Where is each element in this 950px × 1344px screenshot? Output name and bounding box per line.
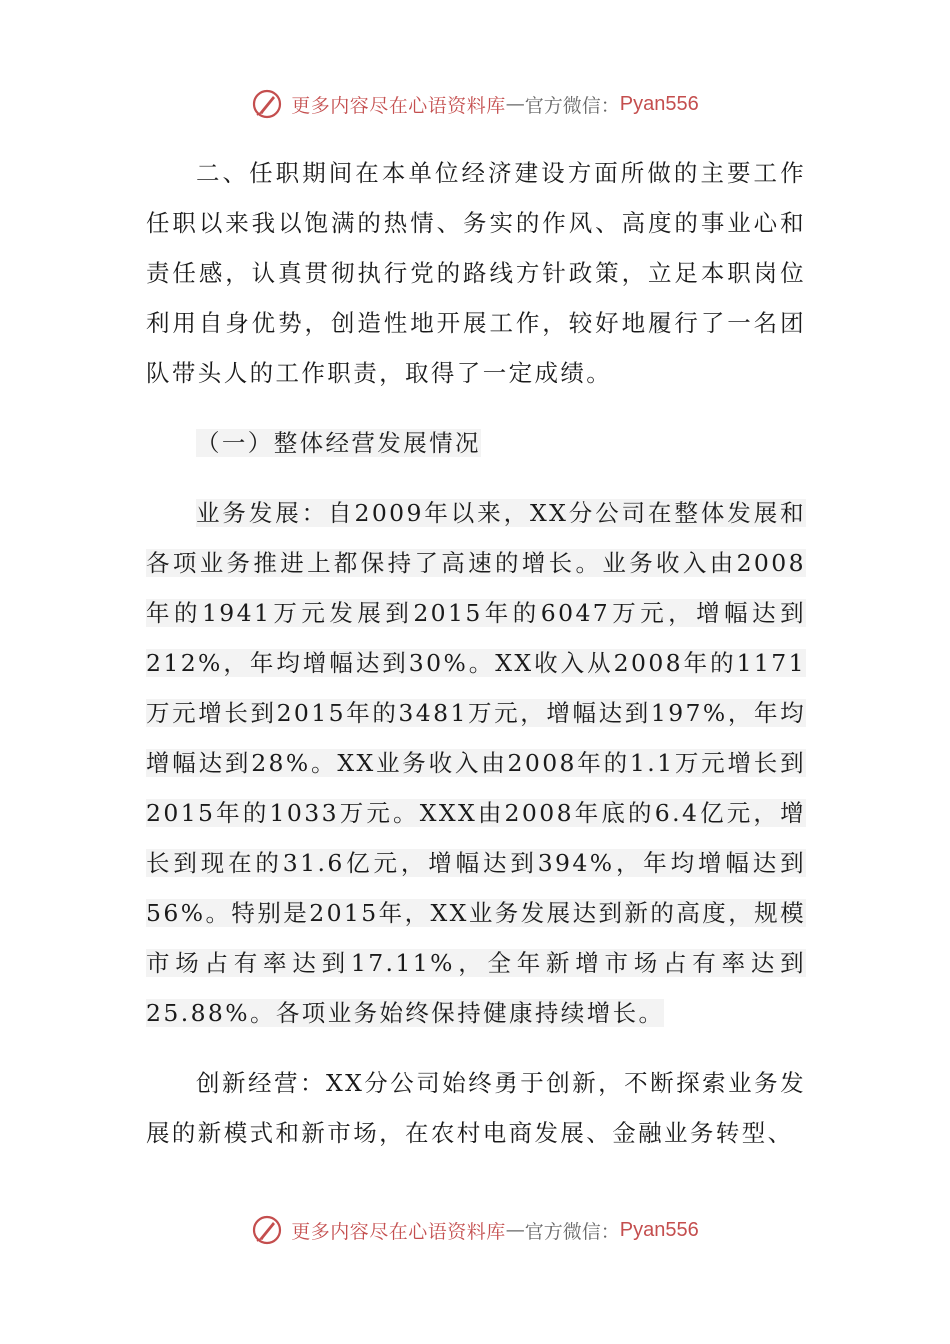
banner-wechat-id: Pyan556 xyxy=(619,92,699,115)
banner-text: 更多内容尽在心语资料库 xyxy=(291,94,506,117)
banner-dash: — xyxy=(505,1219,525,1241)
paragraph-main-work xyxy=(146,148,806,398)
document-body xyxy=(146,148,806,1158)
section-heading xyxy=(146,418,806,468)
banner-text: 更多内容尽在心语资料库 xyxy=(291,1220,506,1243)
paragraph-innovation-text: 创新经营：XX分公司始终勇于创新，不断探索业务发展的新模式和新市场，在农村电商发展、金融业务转型、 xyxy=(146,1069,806,1147)
banner-wechat-label: 官方微信： xyxy=(524,1220,620,1243)
footer-banner xyxy=(0,1212,950,1248)
header-banner xyxy=(0,86,950,122)
quill-pen-logo-icon xyxy=(251,88,283,120)
section-heading-text: （一）整体经营发展情况 xyxy=(196,429,481,457)
paragraph-business-development xyxy=(146,488,806,1038)
quill-pen-logo-icon xyxy=(251,1214,283,1246)
paragraph-business-development-text: 业务发展：自2009年以来，XX分公司在整体发展和各项业务推进上都保持了高速的增长。业务收入由2008年的1941万元发展到2015年的6047万元，增幅达到212%，年均增幅达到30%。XX收入从2008年的1171万元增长到2015年的3481万元，增幅达到197%，年均增幅达到28%。XX业务收入由2008年的1.1万元增长到2015年的1033万元。XXX由2008年底的6.4亿元，增长到现在的31.6亿元，增幅达到394%，年均增幅达到56%。特别是2015年，XX业务发展达到新的高度，规模市场占有率达到17.11%，全年新增市场占有率达到25.88%。各项业务始终保持健康持续增长。 xyxy=(146,499,806,1027)
banner-wechat-id: Pyan556 xyxy=(619,1218,699,1241)
banner-wechat-label: 官方微信： xyxy=(524,94,620,117)
paragraph-main-work-text: 二、任职期间在本单位经济建设方面所做的主要工作任职以来我以饱满的热情、务实的作风、高度的事业心和责任感，认真贯彻执行党的路线方针政策，立足本职岗位利用自身优势，创造性地开展工作，较好地履行了一名团队带头人的工作职责，取得了一定成绩。 xyxy=(146,159,806,387)
banner-dash: — xyxy=(505,93,525,115)
paragraph-innovation xyxy=(146,1058,806,1158)
